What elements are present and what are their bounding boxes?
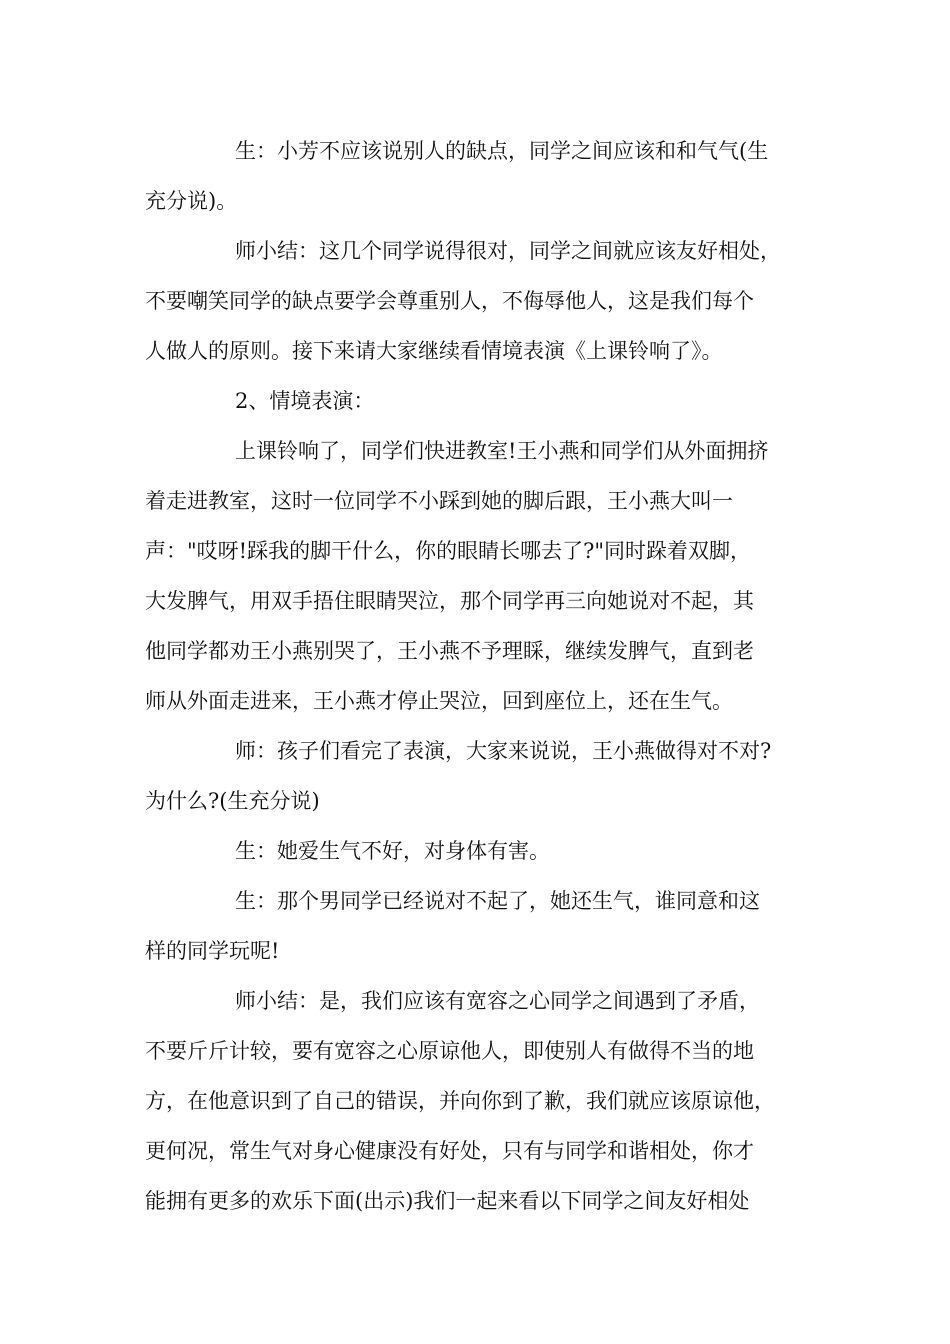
- text-line: 能拥有更多的欢乐下面(出示)我们一起来看以下同学之间友好相处: [145, 1189, 750, 1213]
- paragraph: [145, 226, 825, 376]
- text-line: 他同学都劝王小燕别哭了，王小燕不予理睬，继续发脾气，直到老: [145, 639, 754, 663]
- text-line: 师小结：这几个同学说得很对，同学之间就应该友好相处，: [235, 239, 781, 263]
- text-line: 人做人的原则。接下来请大家继续看情境表演《上课铃响了》。: [145, 339, 723, 363]
- text-line: 方，在他意识到了自己的错误，并向你到了歉，我们就应该原谅他，: [145, 1089, 775, 1113]
- paragraph: [145, 826, 825, 876]
- paragraph: [145, 726, 825, 826]
- paragraph: [145, 976, 825, 1226]
- text-line: 师从外面走进来，王小燕才停止哭泣，回到座位上，还在生气。: [145, 689, 733, 713]
- text-line: 着走进教室，这时一位同学不小踩到她的脚后跟，王小燕大叫一: [145, 489, 733, 513]
- text-line: 师：孩子们看完了表演，大家来说说，王小燕做得对不对?: [235, 739, 772, 763]
- text-line: 师小结：是，我们应该有宽容之心同学之间遇到了矛盾，: [235, 989, 760, 1013]
- text-line: 生：小芳不应该说别人的缺点，同学之间应该和和气气(生: [235, 139, 769, 163]
- text-line: 上课铃响了，同学们快进教室!王小燕和同学们从外面拥挤: [235, 439, 769, 463]
- text-line: 更何况，常生气对身心健康没有好处，只有与同学和谐相处，你才: [145, 1139, 754, 1163]
- text-line: 不要嘲笑同学的缺点要学会尊重别人，不侮辱他人，这是我们每个: [145, 289, 754, 313]
- text-line: 不要斤斤计较，要有宽容之心原谅他人，即使别人有做得不当的地: [145, 1039, 754, 1063]
- document-body: [145, 126, 825, 1226]
- section-heading: 2、情境表演：: [235, 389, 375, 413]
- text-line: 充分说)。: [145, 189, 238, 213]
- text-line: 大发脾气，用双手捂住眼睛哭泣，那个同学再三向她说对不起，其: [145, 589, 754, 613]
- text-line: 为什么?(生充分说): [145, 789, 320, 813]
- text-line: 生：那个男同学已经说对不起了，她还生气，谁同意和这: [235, 889, 760, 913]
- text-line: 声："哎呀!踩我的脚干什么，你的眼睛长哪去了?"同时跺着双脚，: [145, 539, 752, 563]
- text-line: 样的同学玩呢!: [145, 939, 280, 963]
- text-line: 生：她爱生气不好，对身体有害。: [235, 839, 550, 863]
- paragraph: [145, 126, 825, 226]
- paragraph: [145, 426, 825, 726]
- paragraph: [145, 876, 825, 976]
- paragraph: [145, 376, 825, 426]
